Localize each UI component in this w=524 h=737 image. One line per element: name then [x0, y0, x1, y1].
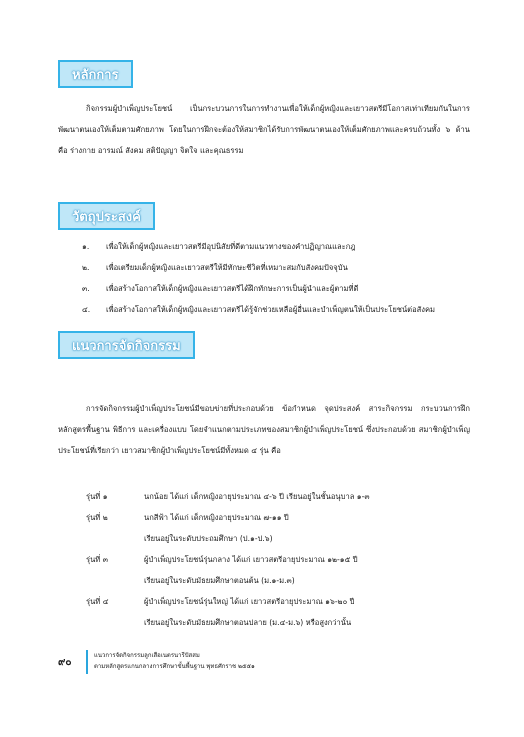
activities-paragraph: การจัดกิจกรรมผู้บำเพ็ญประโยชน์มีขอบข่ายที่ประกอบด้วย ข้อกำหนด จุดประสงค์ สาระกิจกรรม กระบวนการฝึก หลักสูตรพื้นฐาน พิธีการ และเครื่องแบบ โดยจำแนกตามประเภทของสมาชิกผู้บำเพ็ญประโยชน์ ซึ่งประกอบด้วย สมาชิกผู้บำเพ็ญประโยชน์ที่เรียกว่า เยาวสมาชิกผู้บำเพ็ญประโยชน์มีทั้งหมด ๔ รุ่น คือ	[58, 404, 470, 455]
footer-divider	[86, 650, 88, 674]
footer-line-1: แนวการจัดกิจกรรมลูกเสือเนตรนารีปัสสม	[94, 652, 200, 659]
principles-paragraph: กิจกรรมผู้บำเพ็ญประโยชน์ เป็นกระบวนการในการทำงานเพื่อให้เด็กผู้หญิงและเยาวสตรีมีโอกาสเท่าเทียมกันในการพัฒนาตนเองให้เต็มตามศักยภาพ โดยในการฝึกจะต้องให้สมาชิกได้รับการพัฒนาตนเองให้เต็มศักยภาพและครบถ้วนทั้ง ๖ ด้าน คือ ร่างกาย อารมณ์ สังคม สติปัญญา จิตใจ และคุณธรรม	[58, 104, 470, 155]
objective-item: ๔. เพื่อสร้างโอกาสให้เด็กผู้หญิงและเยาวสตรีได้รู้จักช่วยเหลือผู้อื่นและบำเพ็ญตนให้เป็นประโยชน์ต่อสังคม	[82, 305, 436, 314]
objectives-list	[58, 236, 470, 320]
level-row: รุ่นที่ ๑ นกน้อย ได้แก่ เด็กหญิงอายุประมาณ ๔-๖ ปี เรียนอยู่ในชั้นอนุบาล ๑-๓	[86, 492, 370, 501]
level-row: รุ่นที่ ๓ ผู้บำเพ็ญประโยชน์รุ่นกลาง ได้แก่ เยาวสตรีอายุประมาณ ๑๒-๑๕ ปี	[86, 555, 358, 564]
principles-heading: หลักการ	[58, 60, 133, 88]
footer-line-2: ตามหลักสูตรแกนกลางการศึกษาขั้นพื้นฐาน พุทธศักราช ๒๕๕๑	[94, 663, 255, 670]
footer-text	[94, 650, 255, 672]
level-row: รุ่นที่ ๒ นกสีฟ้า ได้แก่ เด็กหญิงอายุประมาณ ๗-๑๑ ปี	[86, 513, 289, 522]
level-continuation: เรียนอยู่ในระดับมัธยมศึกษาตอนปลาย (ม.๔-ม.๖) หรือสูงกว่านั้น	[144, 618, 352, 627]
level-row: รุ่นที่ ๔ ผู้บำเพ็ญประโยชน์รุ่นใหญ่ ได้แก่ เยาวสตรีอายุประมาณ ๑๖-๒๐ ปี	[86, 597, 355, 606]
page-footer	[58, 650, 255, 674]
objective-item: ๒. เพื่อเตรียมเด็กผู้หญิงและเยาวสตรีให้มีทักษะชีวิตที่เหมาะสมกับสังคมปัจจุบัน	[82, 263, 348, 272]
level-continuation: เรียนอยู่ในระดับประถมศึกษา (ป.๑-ป.๖)	[144, 534, 273, 543]
page-number: ๙๐	[58, 657, 72, 668]
objective-item: ๓. เพื่อสร้างโอกาสให้เด็กผู้หญิงและเยาวสตรีได้ฝึกทักษะการเป็นผู้นำและผู้ตามที่ดี	[82, 284, 359, 293]
objective-item: ๑. เพื่อให้เด็กผู้หญิงและเยาวสตรีมีอุปนิสัยที่ดีตามแนวทางของคำปฏิญาณและกฎ	[82, 242, 356, 251]
level-continuation: เรียนอยู่ในระดับมัธยมศึกษาตอนต้น (ม.๑-ม.๓)	[144, 576, 295, 585]
activities-heading: แนวการจัดกิจกรรม	[58, 331, 195, 359]
objectives-heading: วัตถุประสงค์	[58, 202, 155, 230]
scout-levels	[58, 486, 470, 633]
